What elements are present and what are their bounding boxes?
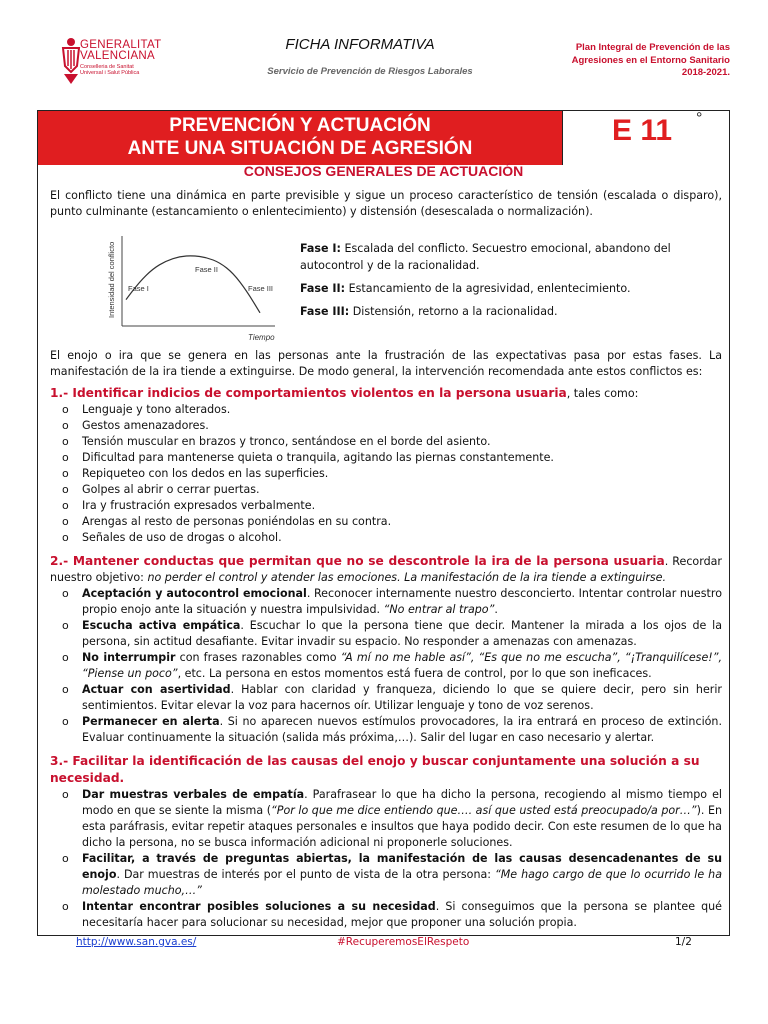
list-item — [82, 787, 722, 851]
section-1-tail: , tales como: — [566, 387, 639, 400]
phase-1-name: Fase I: — [300, 242, 341, 255]
list-item — [82, 650, 722, 682]
item-text: . Parafrasear lo que ha dicho la persona, recogiendo al mismo tiempo el modo en que se siente la misma ( — [82, 788, 722, 817]
list-item — [82, 714, 722, 746]
list-item — [82, 682, 722, 714]
plan-line-3: 2018-2021. — [681, 67, 730, 78]
section-2-heading: 2.- Mantener conductas que permitan que no se descontrole la ira de la persona usuaria — [50, 554, 665, 568]
footer-website-link[interactable]: http://www.san.gva.es/ — [76, 936, 197, 948]
item-text: . Escuchar lo que la persona tiene que decir. Mantener la mirada a los ojos de la persona, sin actitud desafiante. Evitar invadir su espacio. No responder a amenazas con amenazas. — [82, 619, 723, 648]
ficha-title: FICHA INFORMATIVA — [285, 36, 435, 53]
item-text-end: , etc. La persona en estos momentos está fuera de control, por lo que son ineficaces. — [177, 667, 652, 680]
item-text: . Reconocer internamente nuestro desconcierto. Intentar controlar nuestro propio enojo ante la situación y nuestra impulsividad. — [82, 587, 722, 616]
phase-2-name: Fase II: — [300, 282, 346, 295]
logo-line-1: GENERALITAT — [80, 39, 162, 51]
list-item: o Dificultad para mantenerse quieta o tranquila, agitando las piernas constantemente. — [82, 450, 722, 466]
intro-paragraph: El conflicto tiene una dinámica en parte previsible y sigue un proceso característico de tensión (escalada o disparo), punto culminante (estancamiento o enlentecimiento) y distensión (desescalada o normalización). — [50, 189, 722, 218]
degree-mark: ° — [696, 110, 703, 127]
item-bold: Intentar encontrar posibles soluciones a su necesidad — [82, 900, 436, 913]
section-3-heading-line — [50, 753, 722, 787]
logo-line-2: VALENCIANA — [80, 50, 156, 62]
conflict-chart-svg — [100, 228, 285, 346]
logo-line-3: Conselleria de Sanitat — [80, 64, 134, 70]
item-text: . Hablar con claridad y franqueza, diciendo lo que se quiere decir, pero sin herir sentimientos. Evitar elevar la voz para hacernos oír. Utilizar lenguaje y tono de voz serenos. — [82, 683, 722, 712]
chart-ylabel: Intensidad del conflicto — [107, 241, 116, 318]
list-item: o Repiqueteo con los dedos en las superficies. — [82, 466, 722, 482]
plan-integral — [540, 42, 730, 80]
phase-3-text: Distensión, retorno a la racionalidad. — [349, 305, 558, 318]
title-line-2: ANTE UNA SITUACIÓN DE AGRESIÓN — [127, 138, 473, 159]
coat-of-arms-icon — [60, 36, 82, 86]
section-3-heading: 3.- Facilitar la identificación de las causas del enojo y buscar conjuntamente una solución a su necesidad. — [50, 754, 700, 785]
logo-text — [80, 40, 161, 76]
chart-xlabel: Tiempo — [248, 333, 275, 342]
list-item — [82, 851, 722, 899]
item-italic: “A mí no me hable así”, “Es que no me escucha”, “¡Tranquilícese!”, “Piense un poco” — [82, 651, 722, 680]
list-item — [82, 586, 722, 618]
phase-3 — [300, 303, 710, 320]
section-3-list — [50, 787, 722, 931]
item-bold: Dar muestras verbales de empatía — [82, 788, 305, 801]
title-line-1: PREVENCIÓN Y ACTUACIÓN — [169, 115, 431, 136]
phase-1-text: Escalada del conflicto. Secuestro emocional, abandono del autocontrol y de la racionalidad. — [300, 242, 671, 272]
section-2-objective: no perder el control y atender las emociones. La manifestación de la ira tiende a extinguirse. — [147, 571, 667, 584]
chart-label-fase-3: Fase III — [248, 284, 274, 293]
item-italic: “Por lo que me dice entiendo que…. así que usted está preocupado/a por…” — [271, 804, 697, 817]
section-1-heading: 1.- Identificar indicios de comportamientos violentos en la persona usuaria — [50, 386, 567, 400]
list-item: o Señales de uso de drogas o alcohol. — [82, 530, 722, 546]
list-item: o Arengas al resto de personas poniéndolas en su contra. — [82, 514, 722, 530]
chart-label-fase-1: Fase I — [128, 284, 149, 293]
title-banner — [38, 111, 562, 165]
chart-label-fase-2: Fase II — [195, 265, 218, 274]
section-subtitle: CONSEJOS GENERALES DE ACTUACIÓN — [243, 163, 524, 179]
phase-3-name: Fase III: — [300, 305, 350, 318]
intro-block — [50, 188, 722, 220]
list-item: o Tensión muscular en brazos y tronco, sentándose en el borde del asiento. — [82, 434, 722, 450]
footer-page-number: 1/2 — [675, 936, 692, 948]
logo-line-4: Universal i Salut Pública — [80, 70, 140, 76]
phase-1 — [300, 240, 710, 274]
item-text: . Dar muestras de interés por el punto de vista de la otra persona: — [116, 868, 495, 881]
servicio-subtitle: Servicio de Prevención de Riesgos Laborales — [267, 66, 473, 77]
item-text: . Si conseguimos que la persona se plantee qué necesitaría hacer para solucionar su necesidad, mejor que proponer una solución propia. — [82, 900, 722, 929]
item-bold: Facilitar, a través de preguntas abiertas, la manifestación de las causas desencadenantes de su enojo — [82, 852, 722, 881]
item-text-end: . — [494, 603, 498, 616]
list-item: o Ira y frustración expresados verbalmente. — [82, 498, 722, 514]
section-1-heading-line — [50, 385, 722, 402]
item-text: . Si no aparecen nuevos estímulos provocadores, la ira entrará en proceso de extinción. Evaluar continuamente la situación (salida más próxima,…). Salir del lugar en caso necesario y alertar. — [82, 715, 722, 744]
list-item: o Golpes al abrir o cerrar puertas. — [82, 482, 722, 498]
list-item: o Lenguaje y tono alterados. — [82, 402, 722, 418]
section-2-list — [50, 586, 722, 746]
item-italic: “Me hago cargo de que lo ocurrido le ha molestado mucho,…” — [82, 868, 722, 897]
body-content — [50, 348, 722, 931]
list-item: o Gestos amenazadores. — [82, 418, 722, 434]
enojo-paragraph: El enojo o ira que se genera en las personas ante la frustración de las expectativas pasa por estas fases. La manifestación de la ira tiende a extinguirse. De modo general, la intervención recomendada ante estos conflictos es: — [50, 349, 722, 378]
section-2-heading-line — [50, 553, 722, 586]
list-item — [82, 899, 722, 931]
item-bold: Permanecer en alerta — [82, 715, 220, 728]
phase-2 — [300, 280, 710, 297]
item-text-end: ). En esta paráfrasis, evitar repetir ataques personales e insultos que haya podido decir. Con este resumen de lo que ha dicho la persona, no se busca información adicional ni proponerle soluciones. — [82, 804, 723, 849]
conflict-chart — [100, 228, 285, 346]
item-bold: Aceptación y autocontrol emocional — [82, 587, 307, 600]
item-bold: Escucha activa empática — [82, 619, 241, 632]
sheet-code: E 11 — [612, 114, 673, 147]
item-text: con frases razonables como — [175, 651, 341, 664]
list-item — [82, 618, 722, 650]
footer-hashtag: #RecuperemosElRespeto — [337, 936, 470, 948]
section-2-tail: . Recordar nuestro objetivo: — [50, 555, 722, 584]
plan-line-2: Agresiones en el Entorno Sanitario — [571, 54, 730, 66]
item-bold: Actuar con asertividad — [82, 683, 231, 696]
section-1-list — [50, 402, 722, 546]
phases-list — [300, 240, 710, 326]
item-italic: “No entrar al trapo” — [383, 603, 495, 616]
phase-2-text: Estancamiento de la agresividad, enlentecimiento. — [345, 282, 631, 295]
item-bold: No interrumpir — [82, 651, 176, 664]
plan-line-1: Plan Integral de Prevención de las — [575, 42, 730, 53]
